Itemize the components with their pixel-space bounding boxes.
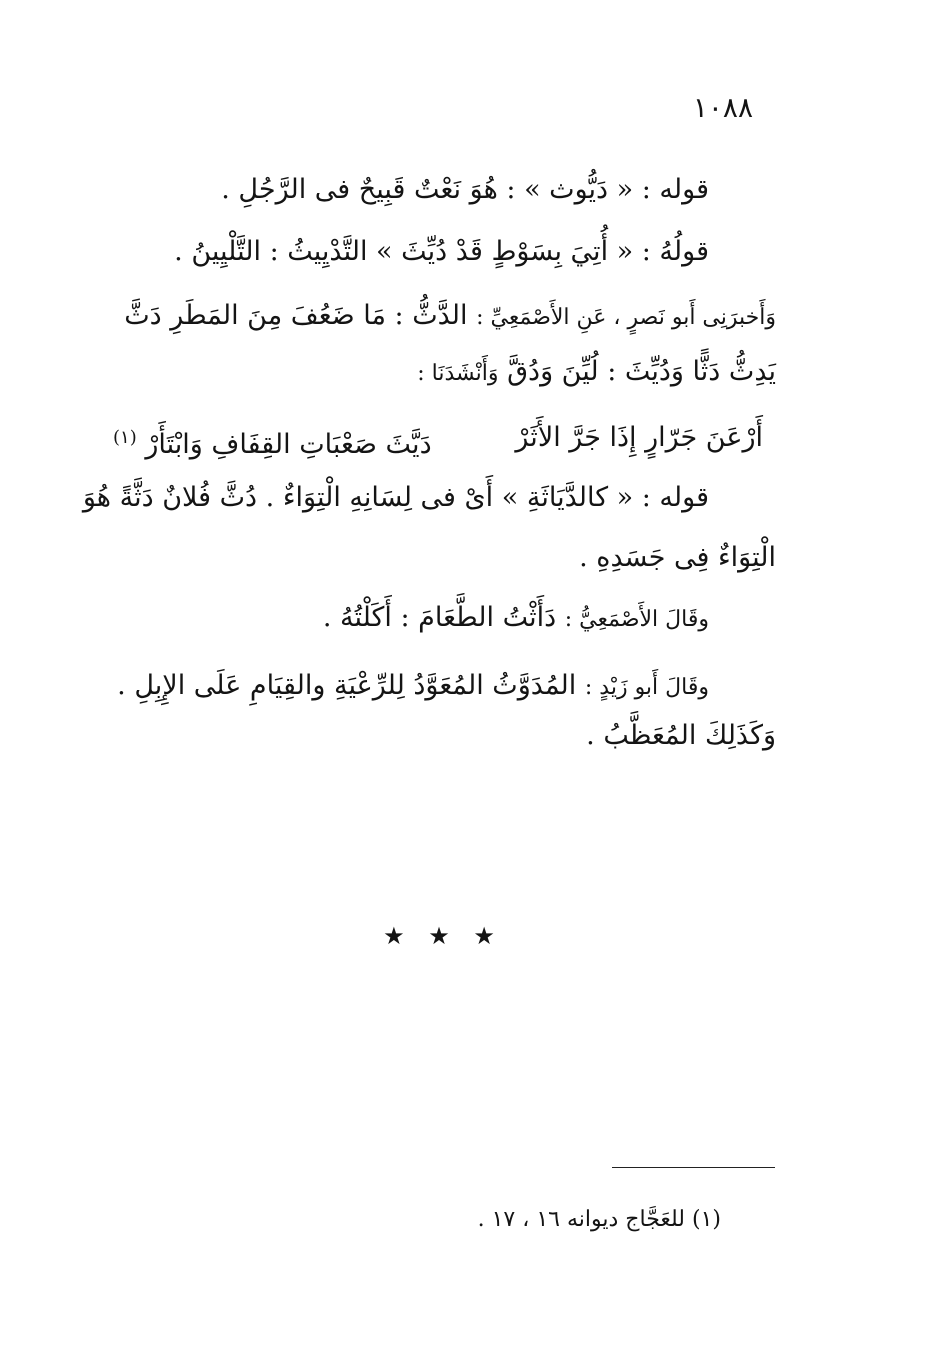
text-line-2: قولُهُ : « أُتِيَ بِسَوْطٍ قَدْ دُيِّثَ » التَّدْيِيثُ : التَّلْيِينُ . — [174, 236, 709, 267]
poetry-verse — [113, 416, 763, 460]
text-line-3 — [124, 296, 776, 338]
text-line-6: قوله : « كالدَّيَاثَةِ » أَىْ فى لِسَانِهِ الْتِوَاءٌ . دُثَّ فُلانٌ دَثَّةً هُوَ — [82, 482, 709, 513]
footnote-marker: (١) — [113, 427, 137, 448]
text-line-8-rest: دَأَثْتُ الطَّعَامَ : أَكَلْتُهُ . — [322, 602, 557, 633]
footnote-divider — [612, 1167, 775, 1168]
verse-second-hemistich: دَيَّثَ صَعْبَاتِ القِفَافِ وَابْتَأَرْ — [145, 429, 432, 460]
text-line-8 — [323, 598, 709, 640]
text-line-3-rest: الدَّثُّ : مَا ضَعُفَ مِنَ المَطَرِ دَثَّ — [124, 300, 468, 331]
text-line-4-tail: وَأَنْشَدَنَا : — [417, 361, 499, 386]
text-line-1: قوله : « دَيُّوث » : هُوَ نَعْتٌ قَبِيحٌ فى الرَّجُلِ . — [221, 174, 709, 205]
text-line-10: وَكَذَلِكَ المُعَظَّبُ . — [586, 720, 776, 751]
text-line-8-prefix: وقَالَ الأَصْمَعِيُّ : — [564, 607, 709, 632]
text-line-9 — [117, 666, 709, 708]
section-separator-stars: ★ ★ ★ — [383, 922, 503, 950]
text-line-9-prefix: وقَالَ أَبو زَيْدٍ : — [584, 675, 709, 700]
text-line-9-rest: المُدَوَّثُ المُعَوَّدُ لِلرِّعْيَةِ والقِيَامِ عَلَى الإِبِلِ . — [117, 670, 577, 701]
verse-first-hemistich: أَرْعَنَ جَرّارٍ إِذَا جَرَّ الأَثَرْ — [515, 422, 763, 453]
text-line-7: الْتِوَاءٌ فِى جَسَدِهِ . — [579, 542, 776, 573]
page-number: ١٠٨٨ — [692, 91, 753, 124]
text-line-3-prefix: وَأَخبرَنِى أَبو نَصرٍ ، عَنِ الأَصْمَعِيِّ : — [476, 305, 776, 330]
text-line-4 — [417, 352, 776, 394]
verse-second-hemistich-wrap — [113, 416, 432, 467]
text-line-4-main: يَدِثُّ دَثًّا وَدُيِّثَ : لُيِّنَ وَدُقَّ — [507, 356, 776, 387]
footnote-text: (١) للعَجَّاج ديوانه ١٦ ، ١٧ . — [477, 1207, 721, 1232]
